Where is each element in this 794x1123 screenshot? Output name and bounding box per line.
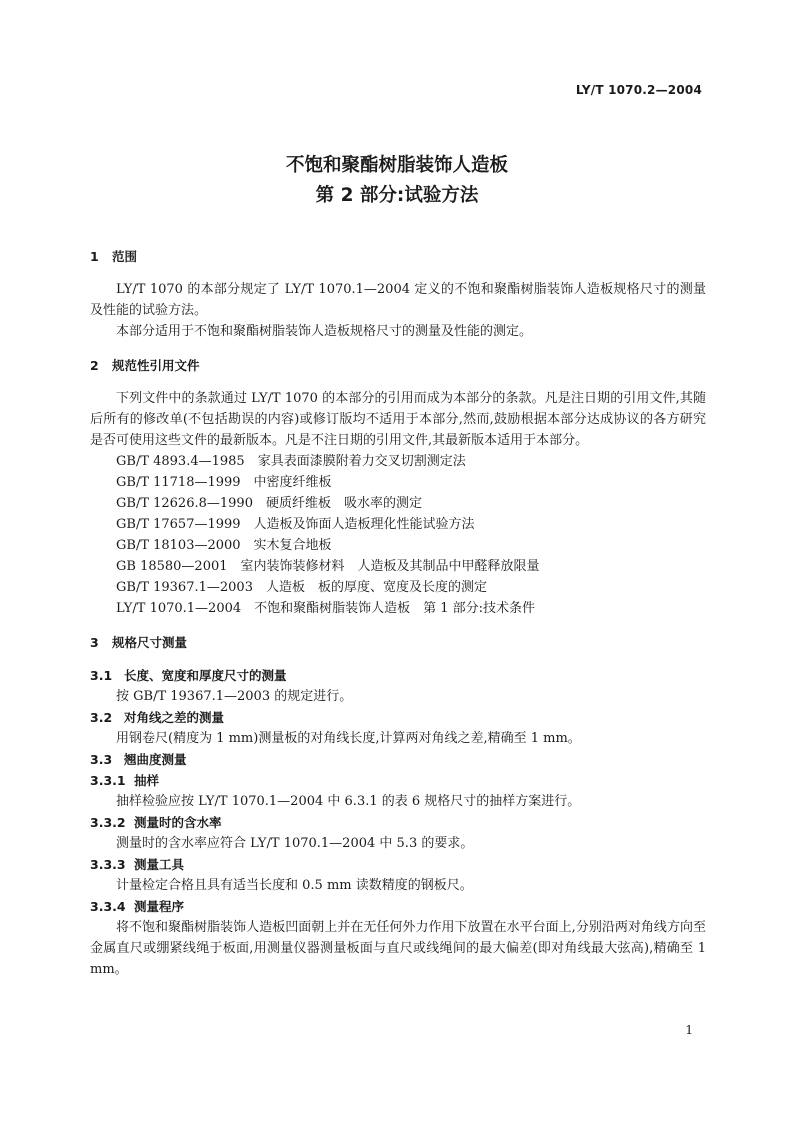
subsection-text-3-3-3: 计量检定合格且具有适当长度和 0.5 mm 读数精度的钢板尺。	[116, 878, 473, 893]
subsection-heading-3-3-3: 3.3.3 测量工具	[90, 857, 185, 872]
document-title: 不饱和聚酯树脂装饰人造板	[285, 155, 508, 176]
scope-paragraph-1: LY/T 1070 的本部分规定了 LY/T 1070.1—2004 定义的不饱和聚酯树脂装饰人造板规格尺寸的测量及性能的试验方法。	[90, 282, 706, 318]
references-paragraph: 下列文件中的条款通过 LY/T 1070 的本部分的引用而成为本部分的条款。凡是注日期的引用文件,其随后所有的修改单(不包括勘误的内容)或修订版均不适用于本部分,然而,鼓励根据本部分达成协议的各方研究是否可使用这些文件的最新版本。凡是不注日期的引用文件,其最新版本适用于本部分。	[90, 391, 706, 448]
document-number: LY/T 1070.2—2004	[575, 83, 702, 97]
reference-item: GB/T 17657—1999 人造板及饰面人造板理化性能试验方法	[116, 517, 475, 532]
reference-item: GB/T 11718—1999 中密度纤维板	[116, 475, 332, 490]
subsection-heading-3-3-2: 3.3.2 测量时的含水率	[90, 815, 222, 830]
page-number: 1	[685, 1023, 693, 1037]
reference-item: GB/T 19367.1—2003 人造板 板的厚度、宽度及长度的测定	[116, 580, 487, 595]
subsection-heading-3-2: 3.2 对角线之差的测量	[90, 710, 225, 725]
subsection-text-3-3-4: 将不饱和聚酯树脂装饰人造板凹面朝上并在无任何外力作用下放置在水平台面上,分别沿两对角线方向至金属直尺或绷紧线绳于板面,用测量仪器测量板面与直尺或线绳间的最大偏差(即对角线最大弦高),精确至 1 mm。	[90, 920, 706, 977]
reference-item: GB/T 18103—2000 实木复合地板	[116, 538, 332, 553]
document-body	[90, 246, 706, 980]
reference-item: GB/T 12626.8—1990 硬质纤维板 吸水率的测定	[116, 496, 422, 511]
reference-item: GB/T 4893.4—1985 家具表面漆膜附着力交叉切割测定法	[116, 454, 466, 469]
subsection-heading-3-1: 3.1 长度、宽度和厚度尺寸的测量	[90, 668, 287, 683]
subsection-text-3-3-2: 测量时的含水率应符合 LY/T 1070.1—2004 中 5.3 的要求。	[116, 836, 474, 851]
document-subtitle: 第 2 部分:试验方法	[315, 185, 479, 206]
reference-item: GB 18580—2001 室内装饰装修材料 人造板及其制品中甲醛释放限量	[116, 559, 540, 574]
subsection-heading-3-3-4: 3.3.4 测量程序	[90, 899, 185, 914]
section-heading-3: 3 规格尺寸测量	[90, 635, 188, 650]
section-heading-2: 2 规范性引用文件	[90, 358, 200, 373]
subsection-text-3-3-1: 抽样检验应按 LY/T 1070.1—2004 中 6.3.1 的表 6 规格尺寸的抽样方案进行。	[116, 794, 581, 809]
subsection-heading-3-3: 3.3 翘曲度测量	[90, 752, 187, 767]
scope-paragraph-2: 本部分适用于不饱和聚酯树脂装饰人造板规格尺寸的测量及性能的测定。	[116, 324, 533, 339]
section-heading-1: 1 范围	[90, 249, 138, 264]
subsection-text-3-1: 按 GB/T 19367.1—2003 的规定进行。	[116, 689, 353, 704]
subsection-text-3-2: 用钢卷尺(精度为 1 mm)测量板的对角线长度,计算两对角线之差,精确至 1 mm。	[116, 731, 581, 746]
reference-item: LY/T 1070.1—2004 不饱和聚酯树脂装饰人造板 第 1 部分:技术条件	[116, 601, 536, 616]
subsection-heading-3-3-1: 3.3.1 抽样	[90, 773, 160, 788]
